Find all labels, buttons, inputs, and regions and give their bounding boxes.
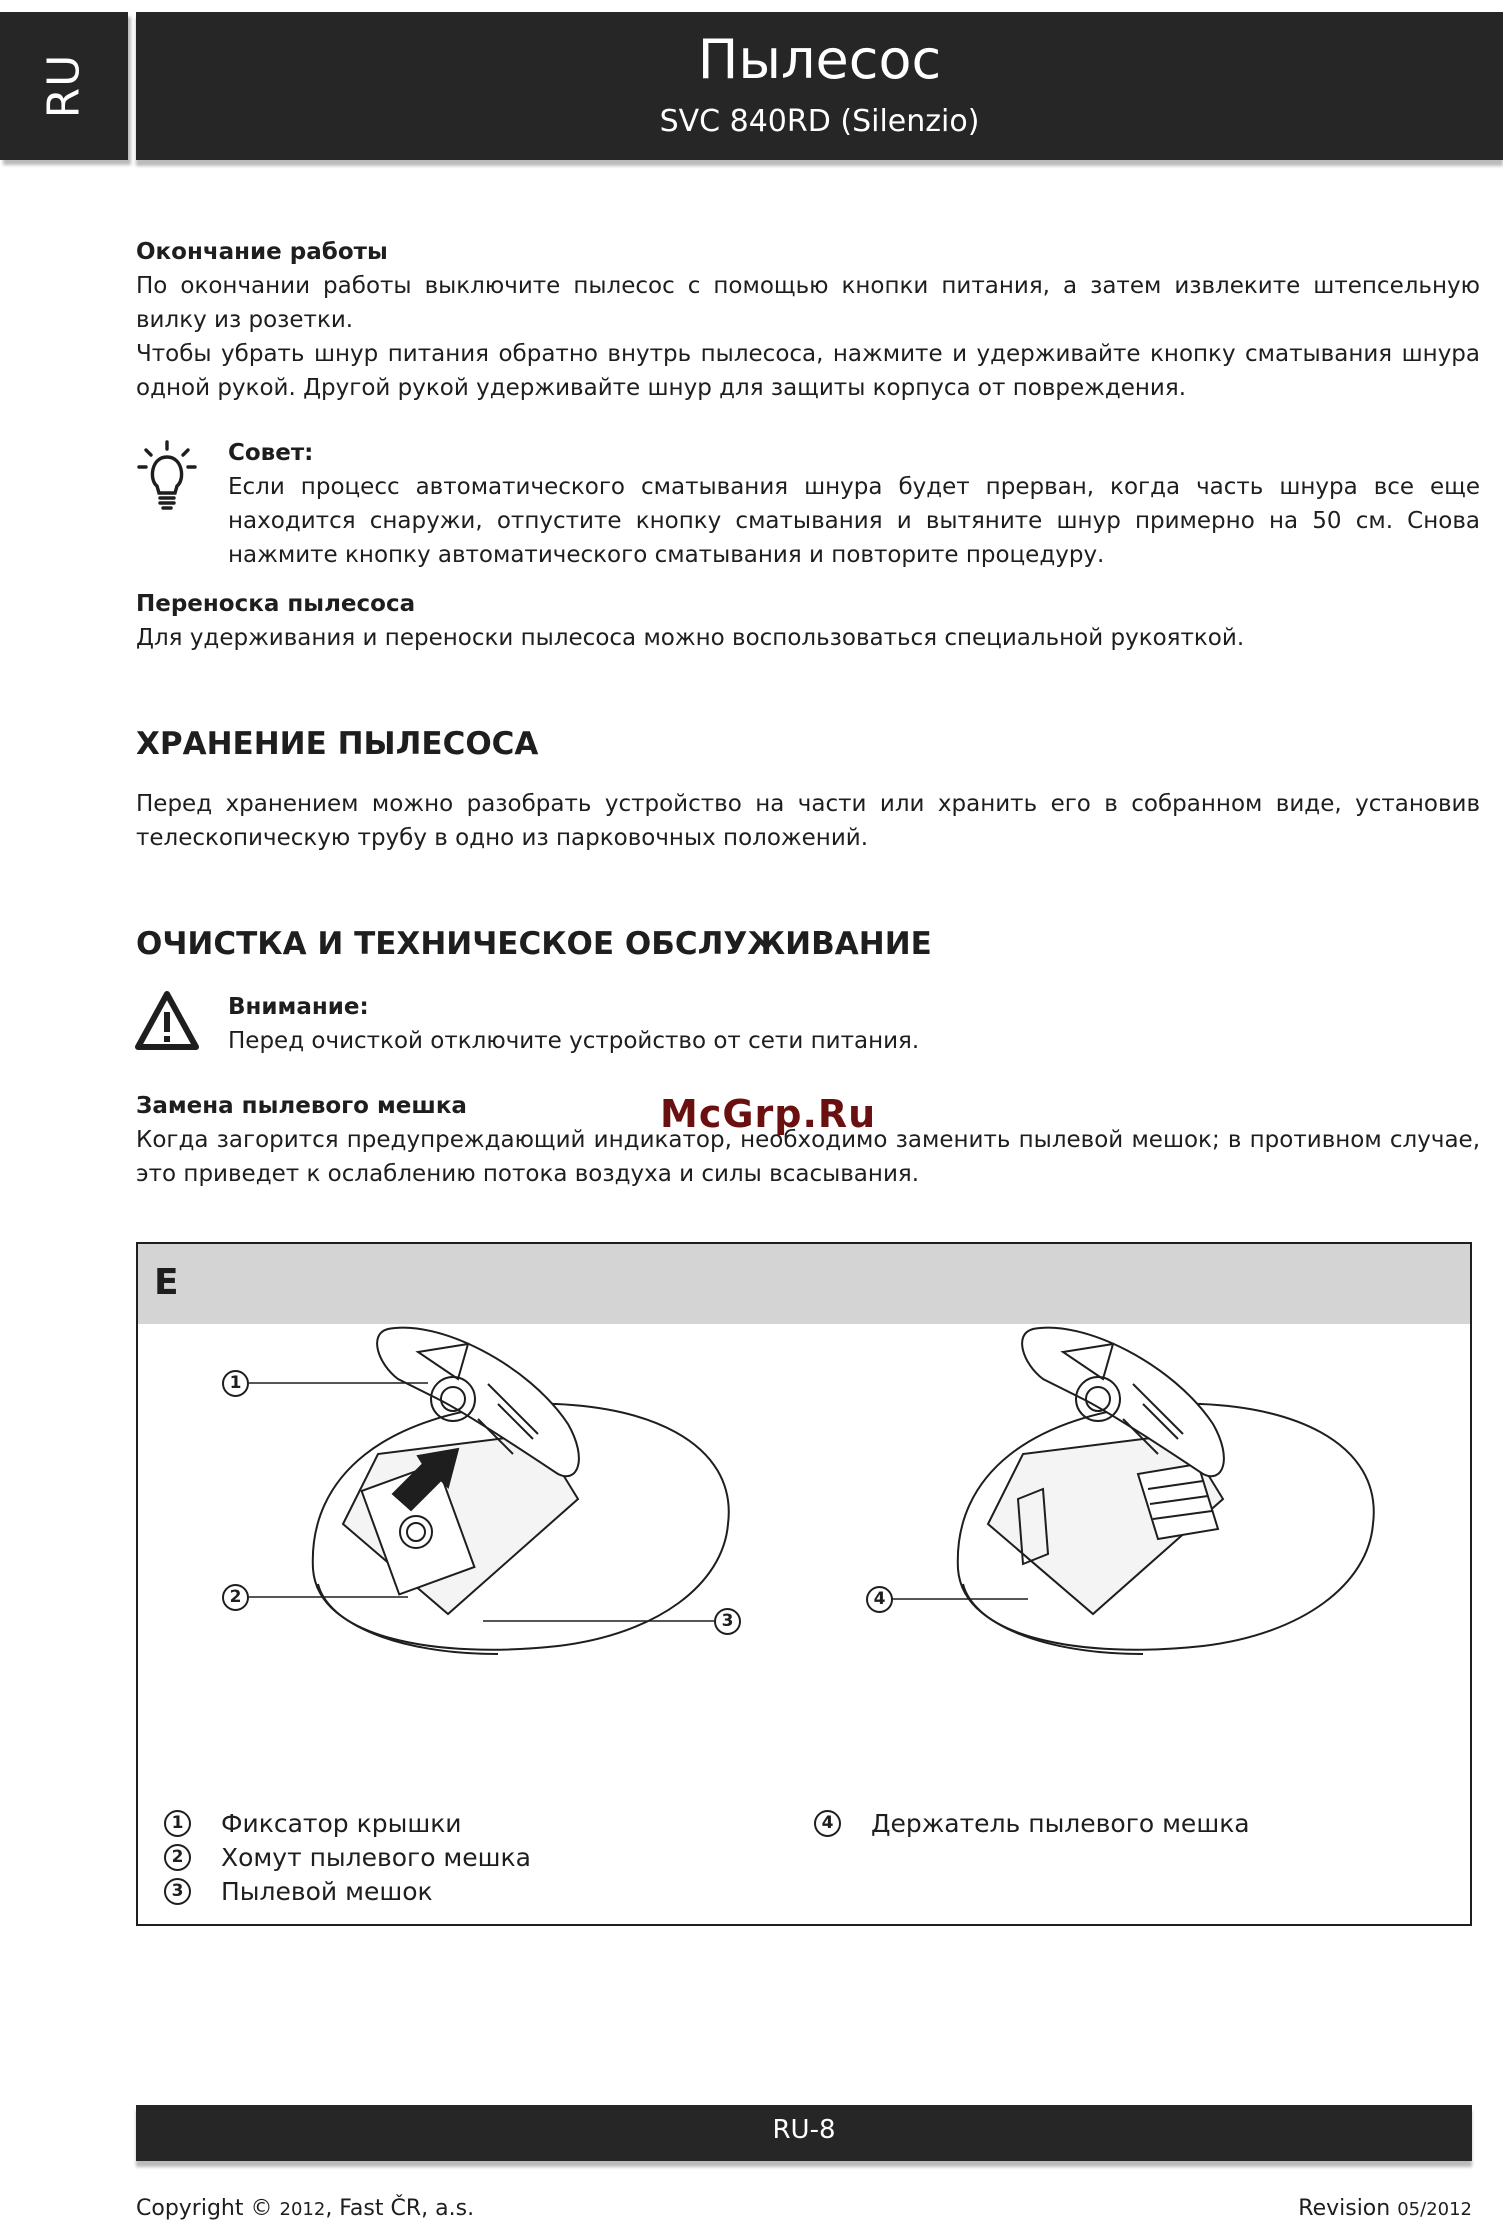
warning-heading: Внимание:: [228, 994, 369, 1020]
page-number: RU-8: [772, 2115, 836, 2145]
section-bag-text: Когда загорится предупреждающий индикатор, необходимо заменить пылевой мешок; в противном случае, это приведет к ослаблению потока воздуха и силы всасывания.: [136, 1127, 1480, 1187]
callout-1: 1: [222, 1370, 249, 1397]
section-end-para1: По окончании работы выключите пылесос с помощью кнопки питания, а затем извлеките штепсельную вилку из розетки.: [136, 273, 1480, 333]
callout-3: 3: [714, 1608, 741, 1635]
section-storage-heading: [136, 724, 538, 764]
callout-4: 4: [866, 1586, 893, 1613]
copyright-year: 2012: [279, 2199, 326, 2220]
legend-text: Фиксатор крышки: [221, 1808, 462, 1838]
copyright: [136, 2196, 474, 2221]
revision: [1298, 2196, 1472, 2221]
figure-header: [138, 1244, 1470, 1324]
legend-number: 1: [164, 1810, 191, 1837]
tip-heading: Совет:: [228, 440, 314, 466]
legend-item: [164, 1840, 531, 1874]
figure-e: [136, 1242, 1472, 1926]
section-storage-text: [136, 787, 1480, 855]
warning-block: [228, 990, 1480, 1058]
warning-triangle-icon: [134, 990, 200, 1052]
legend-number: 4: [814, 1810, 841, 1837]
section-carry: [136, 587, 1480, 655]
tip-text: Если процесс автоматического сматывания шнура будет прерван, когда часть шнура все еще находится снаружи, отпустите кнопку сматывания и вытяните шнур примерно на 50 см. Снова нажмите кнопку автоматического сматывания и повторите процедуру.: [228, 474, 1480, 568]
footer-bar: [136, 2105, 1472, 2161]
section-storage-para: Перед хранением можно разобрать устройство на части или хранить его в собранном виде, установив телескопическую трубу в одно из парковочных положений.: [136, 791, 1480, 851]
legend-left: [164, 1806, 531, 1908]
language-tab: [0, 12, 128, 160]
section-storage-heading-text: ХРАНЕНИЕ ПЫЛЕСОСА: [136, 726, 539, 762]
section-carry-heading: Переноска пылесоса: [136, 591, 416, 617]
legend-text: Пылевой мешок: [221, 1876, 433, 1906]
lightbulb-icon: [136, 440, 198, 512]
callout-2: 2: [222, 1584, 249, 1611]
legend-number: 2: [164, 1844, 191, 1871]
section-end-of-work: [136, 235, 1480, 405]
header-bar: [136, 12, 1503, 160]
language-tab-label: RU: [38, 53, 90, 119]
legend-item: [164, 1874, 531, 1908]
revision-label: Revision: [1298, 2196, 1391, 2221]
section-clean-heading: [136, 924, 932, 964]
copyright-prefix: Copyright ©: [136, 2196, 273, 2221]
legend-number: 3: [164, 1878, 191, 1905]
section-end-heading: Окончание работы: [136, 239, 388, 265]
legend-item: [814, 1806, 1250, 1840]
section-carry-text: Для удерживания и переноски пылесоса можно воспользоваться специальной рукояткой.: [136, 625, 1245, 651]
watermark: McGrp.Ru: [660, 1092, 877, 1136]
page-title: Пылесос: [697, 28, 942, 91]
revision-date: 05/2012: [1397, 2199, 1472, 2220]
section-end-para2: Чтобы убрать шнур питания обратно внутрь пылесоса, нажмите и удерживайте кнопку сматывания шнура одной рукой. Другой рукой удерживайте шнур для защиты корпуса от повреждения.: [136, 341, 1480, 401]
legend-item: [164, 1806, 531, 1840]
legend-right: [814, 1806, 1250, 1840]
tip-block: [228, 436, 1480, 572]
legend-text: Хомут пылевого мешка: [221, 1842, 531, 1872]
copyright-company: , Fast ČR, a.s.: [325, 2196, 475, 2221]
warning-text: Перед очисткой отключите устройство от сети питания.: [228, 1028, 920, 1054]
vacuum-illustration: [138, 1324, 1470, 1794]
legend-text: Держатель пылевого мешка: [871, 1808, 1250, 1838]
section-bag-heading: Замена пылевого мешка: [136, 1093, 467, 1119]
page-subtitle: SVC 840RD (Silenzio): [659, 104, 980, 139]
section-clean-heading-text: ОЧИСТКА И ТЕХНИЧЕСКОЕ ОБСЛУЖИВАНИЕ: [136, 926, 932, 962]
figure-label: E: [154, 1262, 179, 1303]
